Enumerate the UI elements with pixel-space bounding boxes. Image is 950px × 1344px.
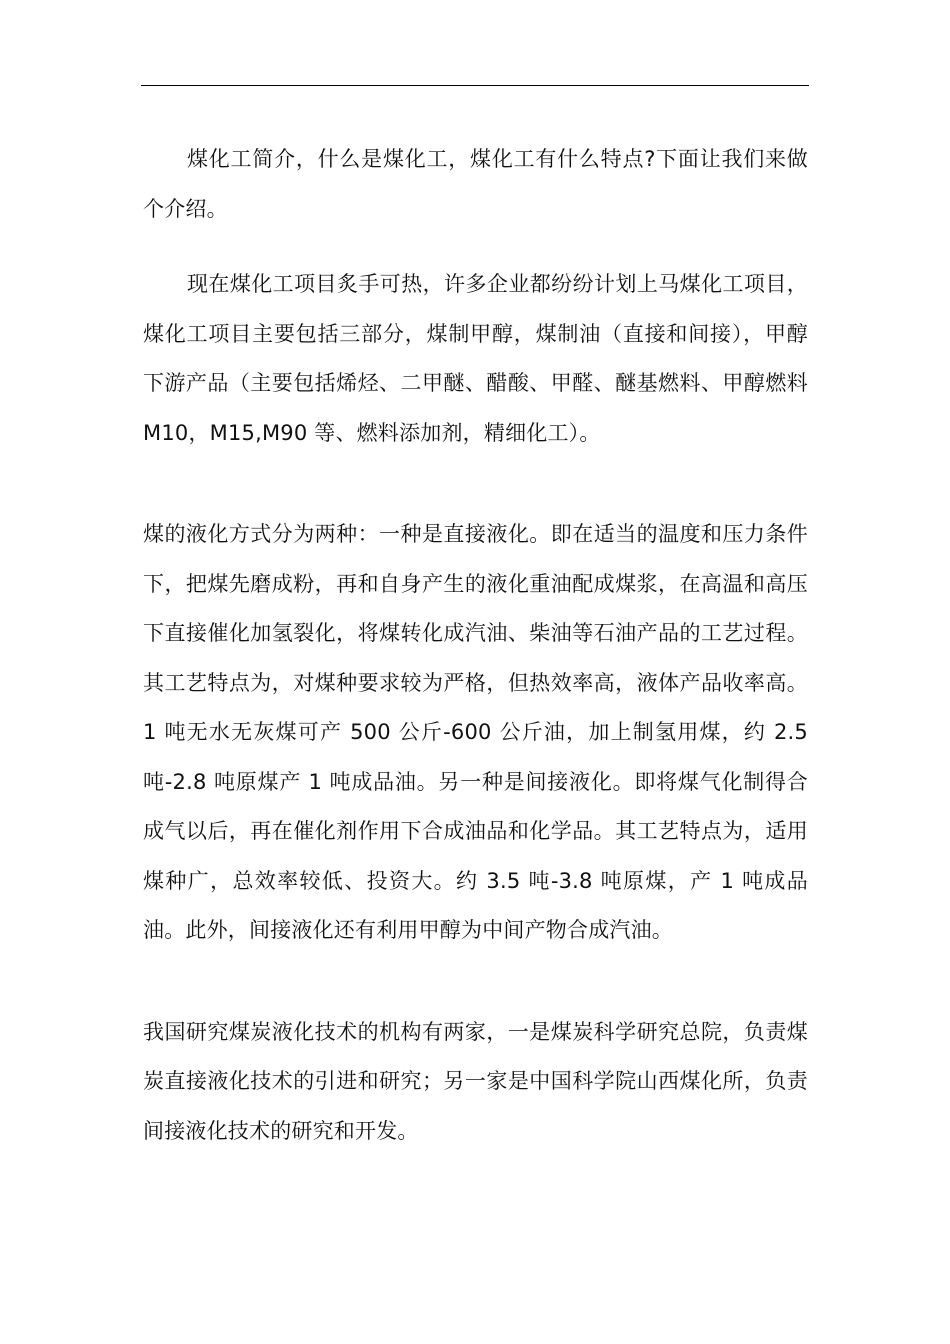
paragraph-projects: 现在煤化工项目炙手可热，许多企业都纷纷计划上马煤化工项目，煤化工项目主要包括三部分，煤制甲醇，煤制油（直接和间接），甲醇下游产品（主要包括烯烃、二甲醚、醋酸、甲醛、醚基燃料、甲醇燃料 M10，M15,M90 等、燃料添加剂，精细化工）。 bbox=[143, 272, 808, 445]
paragraph-research-institutions: 我国研究煤炭液化技术的机构有两家，一是煤炭科学研究总院，负责煤炭直接液化技术的引进和研究；另一家是中国科学院山西煤化所，负责间接液化技术的研究和开发。 bbox=[143, 1019, 808, 1143]
document-body bbox=[143, 135, 808, 1156]
paragraph-intro: 煤化工简介，什么是煤化工，煤化工有什么特点?下面让我们来做个介绍。 bbox=[143, 147, 808, 221]
header-rule bbox=[141, 85, 809, 86]
paragraph-liquefaction-methods: 煤的液化方式分为两种：一种是直接液化。即在适当的温度和压力条件下，把煤先磨成粉，再和自身产生的液化重油配成煤浆，在高温和高压下直接催化加氢裂化，将煤转化成汽油、柴油等石油产品的工艺过程。其工艺特点为，对煤种要求较为严格，但热效率高，液体产品收率高。1 吨无水无灰煤可产 500 公斤-600 公斤油，加上制氢用煤，约 2.5 吨-2.8 吨原煤产 1 吨成品油。另一种是间接液化。即将煤气化制得合成气以后，再在催化剂作用下合成油品和化学品。其工艺特点为，适用煤种广，总效率较低、投资大。约 3.5 吨-3.8 吨原煤，产 1 吨成品油。此外，间接液化还有利用甲醇为中间产物合成汽油。 bbox=[143, 522, 808, 942]
